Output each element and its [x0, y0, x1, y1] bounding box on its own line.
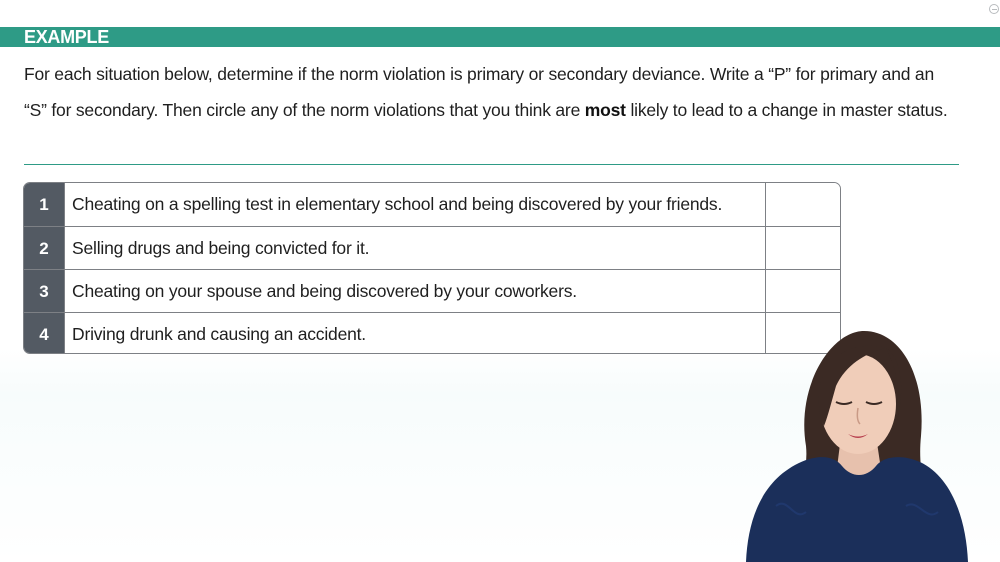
instructions-bold: most — [584, 100, 626, 120]
answer-cell[interactable] — [765, 183, 841, 226]
table-row — [24, 312, 841, 354]
instructions-part2: likely to lead to a change in master status. — [625, 100, 948, 120]
section-divider — [24, 164, 959, 165]
row-number: 1 — [24, 183, 64, 226]
row-text: Driving drunk and causing an accident. — [64, 313, 765, 354]
row-text: Cheating on your spouse and being discovered by your coworkers. — [64, 270, 765, 313]
table-row — [24, 226, 841, 270]
answer-cell[interactable] — [765, 270, 841, 313]
row-text: Selling drugs and being convicted for it. — [64, 227, 765, 270]
row-text: Cheating on a spelling test in elementary school and being discovered by your friends. — [64, 183, 765, 226]
row-number: 3 — [24, 270, 64, 313]
minimize-circle-icon[interactable] — [989, 4, 999, 14]
answer-cell[interactable] — [765, 227, 841, 270]
presenter-video-icon — [736, 326, 972, 562]
situations-table — [23, 182, 841, 354]
instructions-part1: For each situation below, determine if the norm violation is primary or secondary deviance. Write a “P” for primary and an “S” for secondary. Then circle any of the norm violations that you think are — [24, 64, 934, 120]
row-number: 2 — [24, 227, 64, 270]
table-row — [24, 269, 841, 313]
row-number: 4 — [24, 313, 64, 354]
instructions-text — [24, 56, 959, 128]
example-banner — [0, 27, 1000, 47]
table-row — [24, 183, 841, 226]
banner-label: EXAMPLE — [24, 27, 109, 47]
